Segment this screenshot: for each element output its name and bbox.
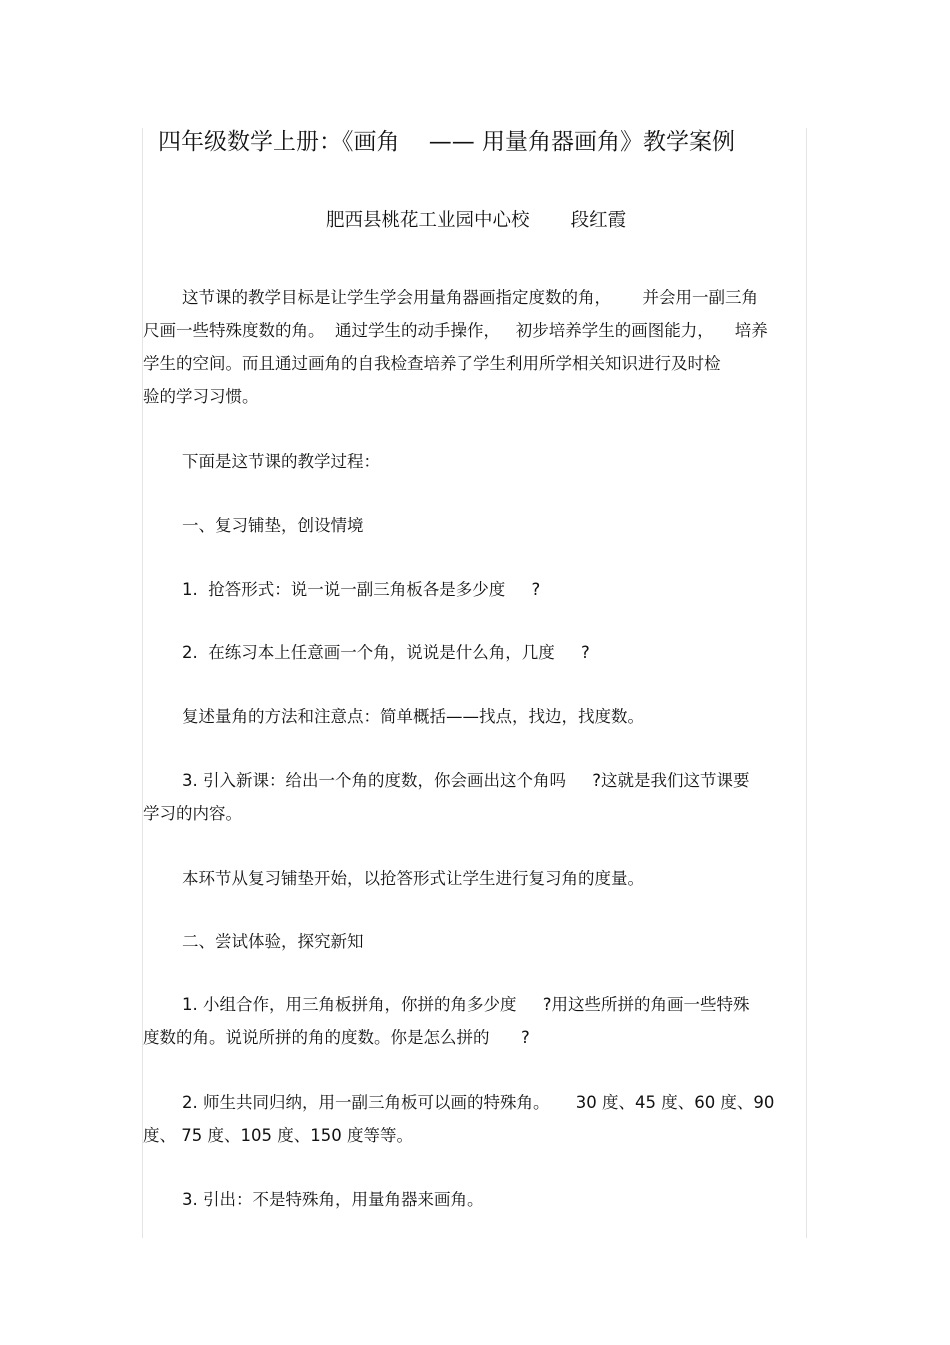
document-title: 四年级数学上册：《画角 —— 用量角器画角》教学案例: [158, 129, 736, 155]
section-heading: 二、尝试体验，探究新知: [182, 932, 364, 951]
paragraph-line: 这节课的教学目标是让学生学会用量角器画指定度数的角， 并会用一副三角: [182, 288, 758, 307]
list-item: 2. 师生共同归纳，用一副三角板可以画的特殊角。 30 度、45 度、60 度、90: [182, 1093, 775, 1112]
paragraph-line: 尺画一些特殊度数的角。 通过学生的动手操作， 初步培养学生的画图能力， 培养: [143, 321, 768, 340]
paragraph-line: 下面是这节课的教学过程：: [182, 452, 380, 471]
paragraph-line: 度、 75 度、105 度、150 度等等。: [143, 1126, 413, 1145]
list-item: 1. 抢答形式：说一说一副三角板各是多少度 ?: [182, 580, 541, 599]
list-item: 3. 引入新课：给出一个角的度数，你会画出这个角吗 ?这就是我们这节课要: [182, 771, 750, 790]
page-border-right: [806, 128, 807, 1238]
paragraph-line: 验的学习习惯。: [143, 387, 259, 406]
author-line: 肥西县桃花工业园中心校 段红霞: [326, 210, 627, 231]
list-item: 3. 引出：不是特殊角，用量角器来画角。: [182, 1190, 484, 1209]
paragraph-line: 学习的内容。: [143, 804, 242, 823]
paragraph-line: 本环节从复习铺垫开始，以抢答形式让学生进行复习角的度量。: [182, 869, 644, 888]
list-item: 2. 在练习本上任意画一个角，说说是什么角，几度 ?: [182, 643, 590, 662]
paragraph-line: 度数的角。说说所拼的角的度数。你是怎么拼的 ?: [143, 1028, 530, 1047]
paragraph-line: 复述量角的方法和注意点：简单概括——找点，找边，找度数。: [182, 707, 644, 726]
section-heading: 一、复习铺垫，创设情境: [182, 516, 364, 535]
page-border-left: [142, 128, 143, 1238]
list-item: 1. 小组合作，用三角板拼角，你拼的角多少度 ?用这些所拼的角画一些特殊: [182, 995, 750, 1014]
paragraph-line: 学生的空间。而且通过画角的自我检查培养了学生利用所学相关知识进行及时检: [143, 354, 721, 373]
